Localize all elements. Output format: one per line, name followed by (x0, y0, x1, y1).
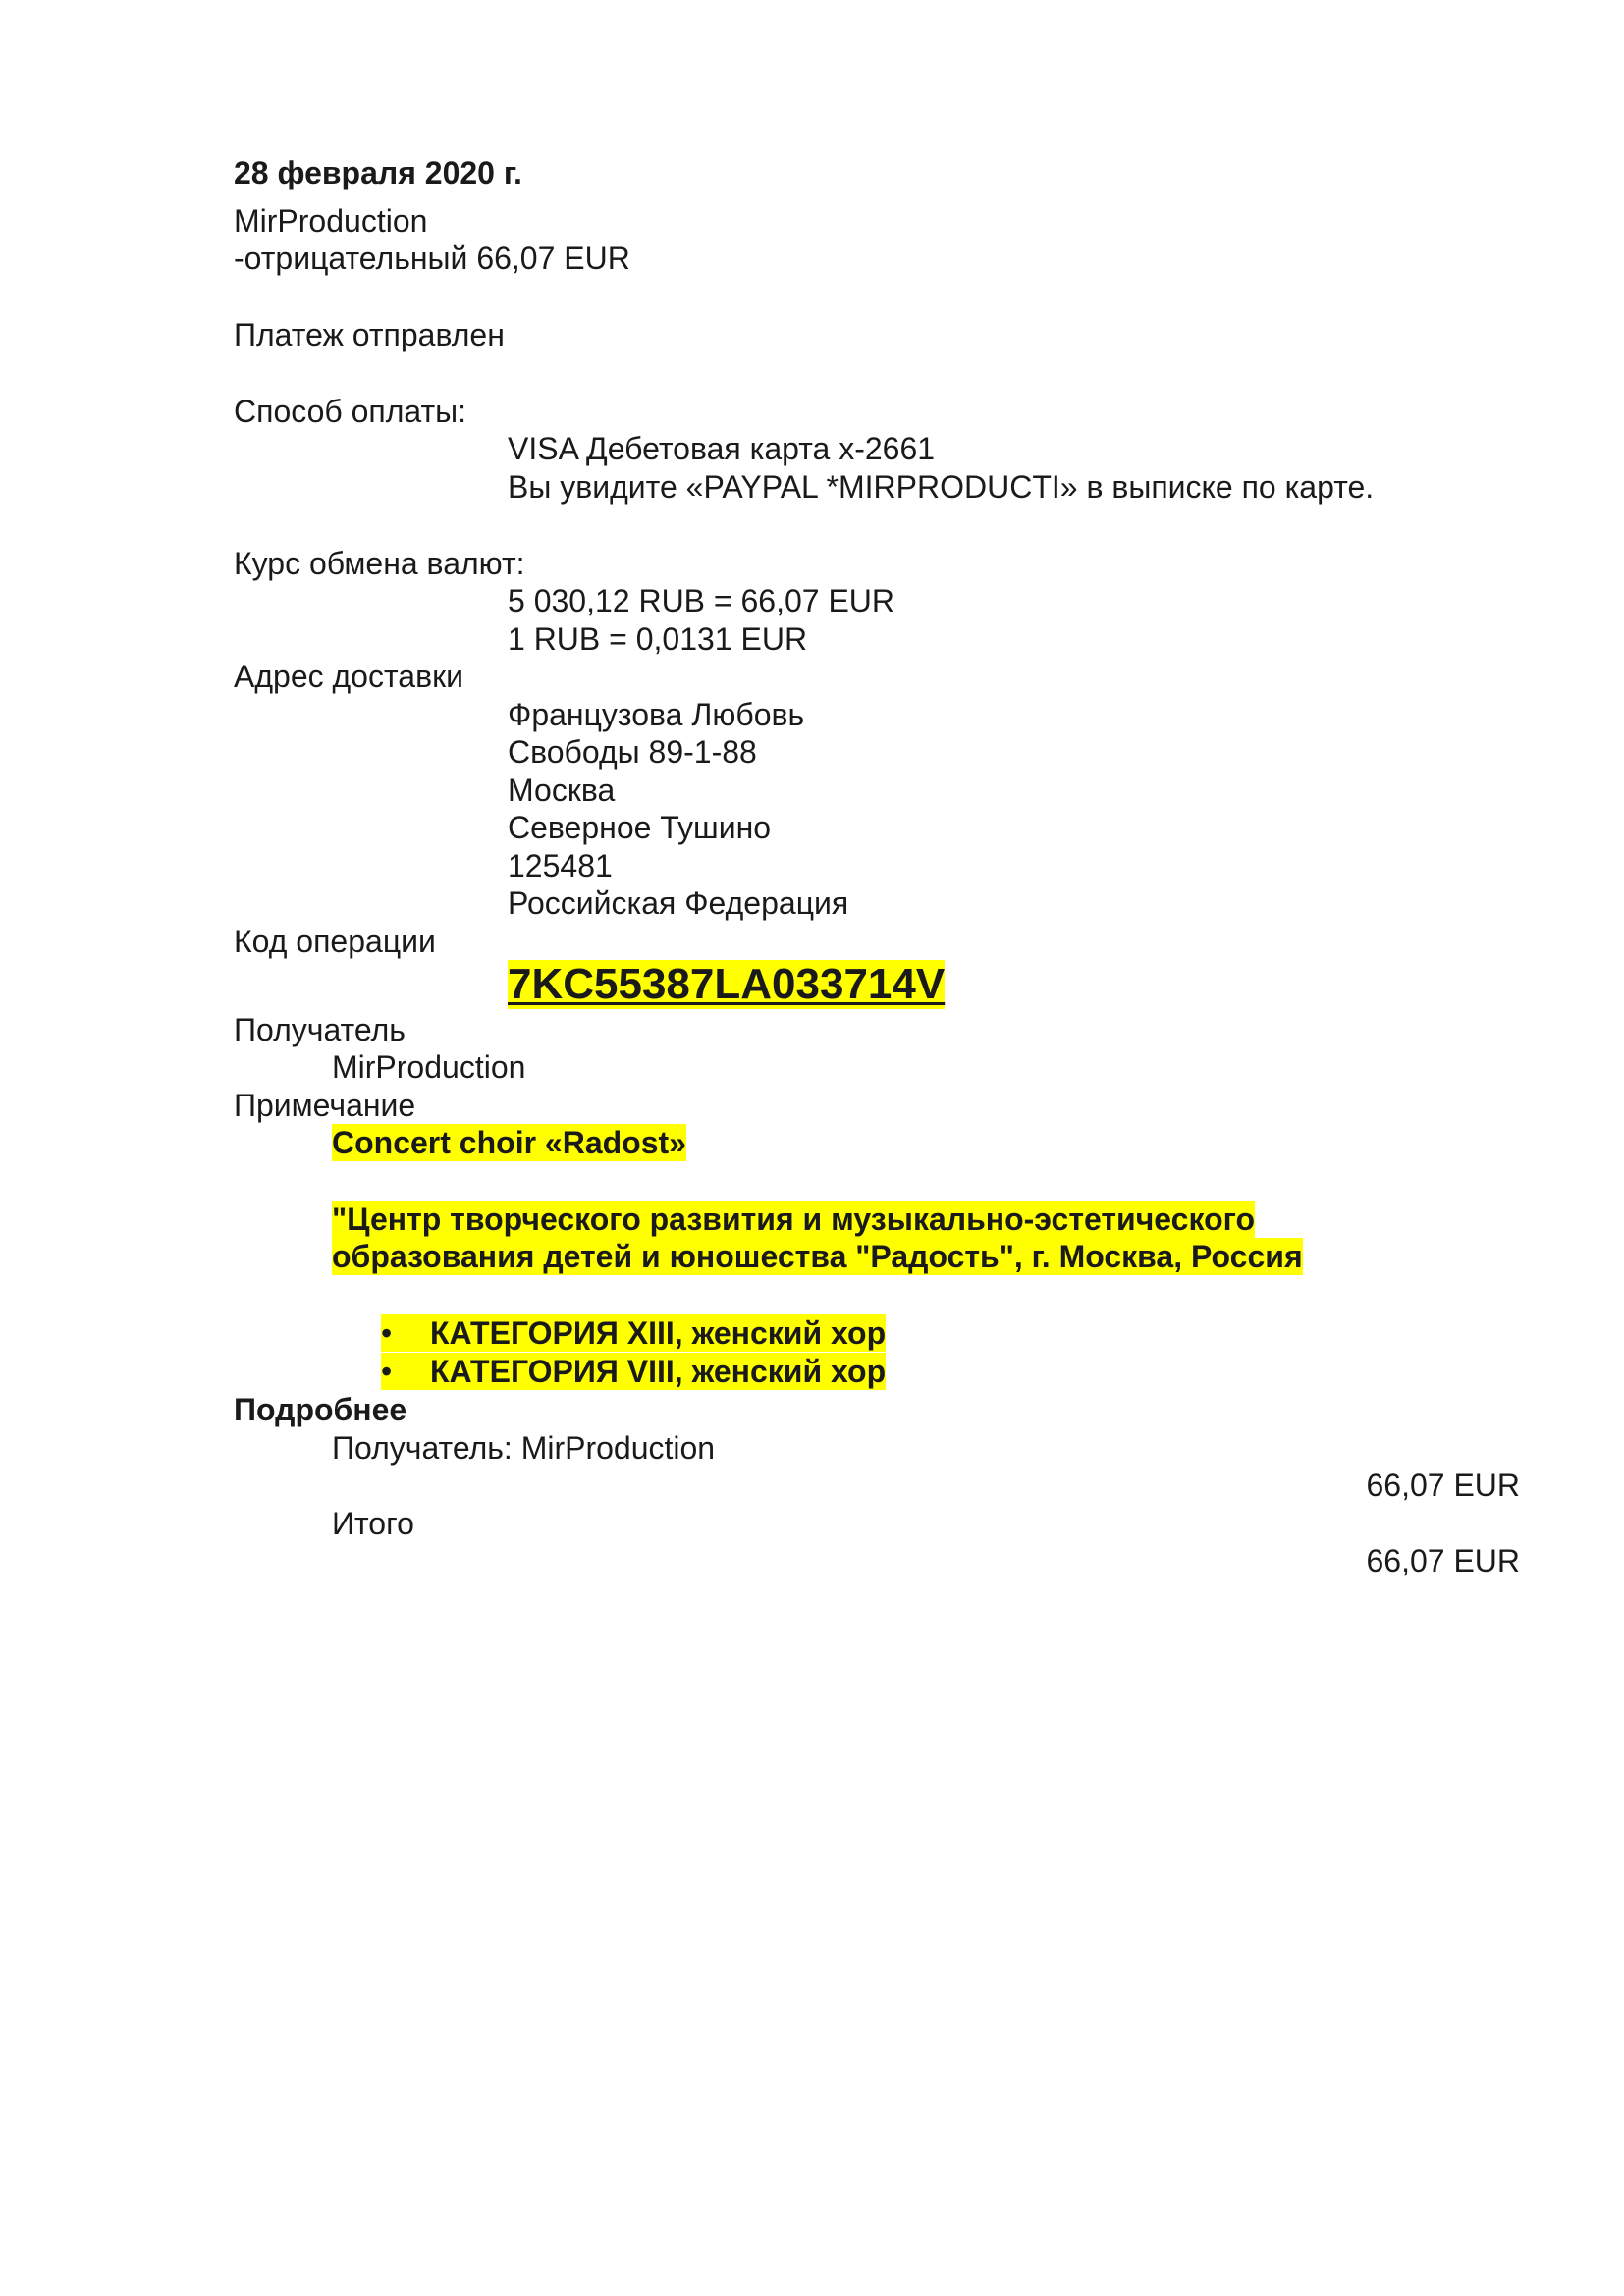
note-category-item (381, 1314, 886, 1352)
note-organization-line-2: образования детей и юношества "Радость", г. Москва, Россия (332, 1239, 1303, 1274)
statement-note: Вы увидите «PAYPAL *MIRPRODUCTI» в выписке по карте. (508, 469, 1375, 505)
payment-status: Платеж отправлен (234, 317, 505, 352)
note-organization-line-1: "Центр творческого развития и музыкально-эстетического (332, 1201, 1256, 1237)
exchange-rate-line-2: 1 RUB = 0,0131 EUR (508, 621, 808, 657)
amount-line: -отрицательный 66,07 EUR (234, 240, 630, 276)
shipping-line: Москва (508, 773, 616, 808)
note-label: Примечание (234, 1088, 416, 1123)
details-total-amount: 66,07 EUR (1366, 1543, 1520, 1578)
note-category-text: КАТЕГОРИЯ VIII, женский хор (430, 1354, 887, 1389)
transaction-code-label: Код операции (234, 924, 436, 959)
shipping-line: 125481 (508, 848, 613, 883)
note-category-text: КАТЕГОРИЯ XIII, женский хор (430, 1315, 887, 1351)
details-recipient-amount: 66,07 EUR (1366, 1468, 1520, 1503)
exchange-rate-label: Курс обмена валют: (234, 546, 525, 581)
details-total-label: Итого (332, 1506, 414, 1541)
bullet-icon: • (381, 1354, 393, 1389)
details-recipient-line: Получатель: MirProduction (332, 1430, 716, 1466)
shipping-line: Российская Федерация (508, 885, 849, 921)
transaction-code: 7KC55387LA033714V (508, 960, 946, 1008)
bullet-icon: • (381, 1315, 393, 1351)
recipient-label: Получатель (234, 1012, 406, 1047)
shipping-address-label: Адрес доставки (234, 659, 463, 694)
shipping-line: Французова Любовь (508, 697, 805, 732)
details-heading: Подробнее (234, 1392, 407, 1427)
payment-method-label: Способ оплаты: (234, 394, 467, 429)
merchant-name: MirProduction (234, 203, 428, 239)
exchange-rate-line-1: 5 030,12 RUB = 66,07 EUR (508, 583, 895, 618)
transaction-date: 28 февраля 2020 г. (234, 155, 522, 190)
note-category-item (381, 1353, 886, 1390)
shipping-line: Свободы 89-1-88 (508, 734, 757, 770)
recipient-name: MirProduction (332, 1049, 526, 1085)
payment-card: VISA Дебетовая карта x-2661 (508, 431, 936, 466)
note-choir-name: Concert choir «Radost» (332, 1125, 686, 1160)
shipping-line: Северное Тушино (508, 810, 772, 845)
